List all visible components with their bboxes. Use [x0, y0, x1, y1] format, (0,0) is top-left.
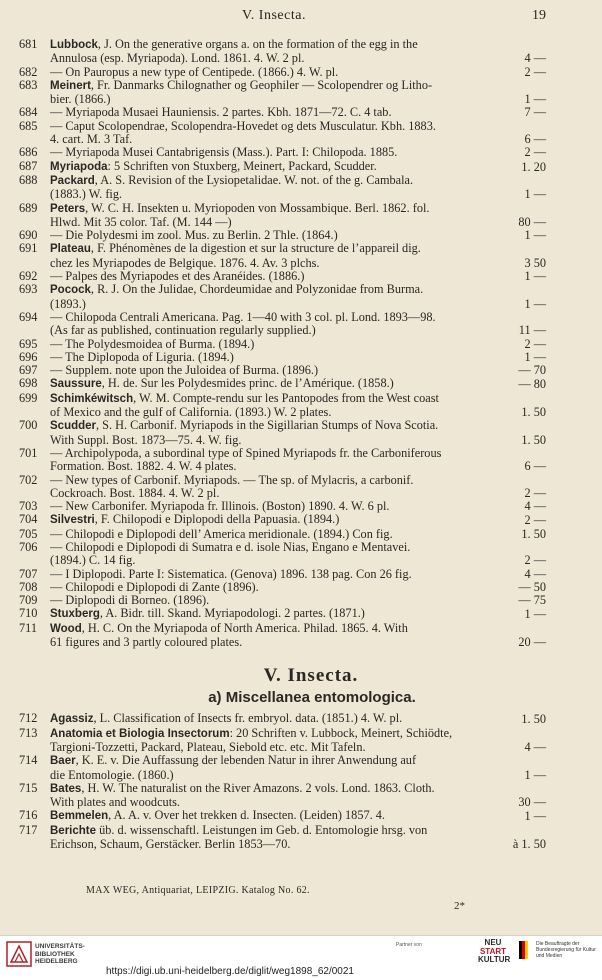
entry-author: Schimkéwitsch: [50, 392, 134, 405]
entry-price: 1. 50: [521, 526, 546, 541]
viewer-footer: [0, 935, 602, 980]
entry-number: 684: [19, 105, 38, 120]
entry-text: chez les Myriapodes de Belgique. 1876. 4. Av. 3 plchs.: [50, 256, 320, 270]
entry-line: [50, 824, 552, 838]
catalog-entry: [0, 283, 602, 311]
entry-number: 699: [19, 390, 38, 405]
entry-text: of Mexico and the gulf of California. (1893.) W. 2 plates.: [50, 406, 332, 420]
entry-text: , L. Classification of Insects fr. embryol. data. (1851.) 4. W. pl.: [93, 712, 403, 726]
entry-number: 717: [19, 822, 38, 837]
entry-price: à 1. 50: [512, 837, 546, 852]
catalog-entries: [0, 38, 602, 851]
library-name-line: HEIDELBERG: [35, 958, 78, 965]
entry-line: [50, 298, 552, 311]
permalink-url[interactable]: https://digi.ub.uni-heidelberg.de/diglit/weg1898_62/0021: [106, 966, 354, 977]
entry-line: [50, 727, 552, 741]
catalog-entry: [0, 474, 602, 501]
entry-line: [50, 364, 552, 377]
entry-author: Baer: [50, 755, 76, 768]
catalog-entry: [0, 809, 602, 823]
entry-line: [50, 377, 552, 391]
entry-number: 705: [19, 526, 38, 541]
entry-text: Targioni-Tozzetti, Packard, Plateau, Siebold etc. etc. Mit Tafeln.: [50, 740, 366, 754]
catalog-entry: [0, 622, 602, 650]
entry-price: — 75: [518, 593, 546, 608]
entry-text: — Myriapoda Musei Cantabrigensis (Mass.). Part. I: Chilopoda. 1885.: [50, 146, 398, 160]
entry-number: 715: [19, 780, 38, 795]
running-head-title: V. Insecta.: [242, 8, 306, 23]
entry-text: — New Carbonifer. Myriapoda fr. Illinois. (Boston) 1890. 4. W. 6 pl.: [50, 500, 390, 514]
entry-text: : 5 Schriften von Stuxberg, Meinert, Packard, Scudder.: [107, 159, 377, 173]
entry-number: 716: [19, 808, 38, 823]
catalog-entry: [0, 392, 602, 420]
entries-insecta: [0, 712, 602, 851]
signature-mark: 2*: [454, 900, 465, 912]
library-name: [35, 943, 85, 966]
entry-number: 695: [19, 336, 38, 351]
entry-number: 702: [19, 472, 38, 487]
entry-number: 700: [19, 418, 38, 433]
catalog-entry: [0, 568, 602, 581]
entry-author: Peters: [50, 202, 86, 215]
entry-price: 1 —: [524, 228, 546, 243]
catalog-entry: [0, 541, 602, 568]
entry-price: 1 —: [524, 767, 546, 782]
entry-number: 682: [19, 64, 38, 79]
entries-myriapoda: [0, 38, 602, 649]
entry-text: , Fr. Danmarks Chilognather og Geophiler — Scolopendrer og Litho-: [90, 78, 433, 92]
entry-line: [50, 528, 552, 541]
entry-number: 681: [19, 37, 38, 51]
entry-number: 683: [19, 77, 38, 92]
page-number: 19: [532, 8, 546, 23]
catalog-entry: [0, 229, 602, 242]
entry-number: 704: [19, 512, 38, 527]
entry-number: 690: [19, 228, 38, 243]
entry-number: 687: [19, 158, 38, 173]
entry-text: — Diplopodi di Borneo. (1896).: [50, 594, 210, 608]
catalog-entry: [0, 782, 602, 810]
catalog-entry: [0, 160, 602, 174]
entry-price: 1 —: [524, 607, 546, 622]
catalog-entry: [0, 66, 602, 79]
entry-text: — Caput Scolopendrae, Scolopendra-Hovedet og dets Musculatur. Kbh. 1883.: [50, 119, 436, 133]
entry-price: 1 —: [524, 349, 546, 364]
entry-text: — Chilopoda Centrali Americana. Pag. 1—40 with 3 col. pl. Lond. 1893—98.: [50, 310, 436, 324]
entry-text: — The Polydesmoidea of Burma. (1894.): [50, 337, 255, 351]
publisher-imprint: MAX WEG, Antiquariat, LEIPZIG. Katalog No. 62.: [86, 885, 310, 896]
entry-text: — Chilopodi e Diplopodi dell’ America meridionale. (1894.) Con fig.: [50, 527, 393, 541]
neustart-line: START: [479, 946, 507, 956]
catalog-entry: [0, 311, 602, 338]
entry-text: 4. cart. M. 3 Taf.: [50, 133, 133, 147]
entry-line: [50, 392, 552, 406]
entry-number: 697: [19, 363, 38, 378]
entry-text: — On Pauropus a new type of Centipede. (1866.) 4. W. pl.: [50, 65, 339, 79]
entry-text: 61 figures and 3 partly coloured plates.: [50, 636, 243, 650]
entry-text: — Palpes des Myriapodes et des Aranéides. (1886.): [50, 270, 305, 284]
entry-price: 1 —: [524, 92, 546, 107]
entry-text: , A. Bidr. till. Skand. Myriapodologi. 2 partes. (1871.): [99, 607, 365, 621]
catalog-entry: [0, 500, 602, 513]
entry-line: [50, 146, 552, 159]
entry-price: — 70: [518, 363, 546, 378]
entry-text: , R. J. On the Julidae, Chordeumidae and Polyzonidae from Burma.: [90, 283, 424, 297]
entry-text: Hlwd. Mit 35 color. Taf. (M. 144 —): [50, 215, 232, 229]
entry-text: , J. On the generative organs a. on the formation of the egg in the: [97, 38, 418, 51]
entry-line: [50, 283, 552, 297]
library-name-line: BIBLIOTHEK: [35, 950, 75, 958]
entry-line: [50, 52, 552, 65]
entry-line: [50, 769, 552, 782]
entry-text: , H. de. Sur les Polydesmides princ. de l’Amérique. (1858.): [101, 377, 394, 391]
entry-price: 2 —: [524, 553, 546, 568]
entry-line: [50, 174, 552, 188]
entry-price: 4 —: [524, 51, 546, 66]
entry-text: , W. C. H. Insekten u. Myriopoden von Mossambique. Berl. 1862. fol.: [85, 201, 430, 215]
entry-number: 708: [19, 579, 38, 594]
entry-price: 1. 50: [521, 405, 546, 420]
entry-number: 688: [19, 172, 38, 187]
entry-number: 711: [19, 620, 37, 635]
entry-line: [50, 500, 552, 513]
entry-line: [50, 712, 552, 726]
entry-line: [50, 434, 552, 447]
entry-text: , A. S. Revision of the Lysiopetalidae. W. not. of the g. Cambala.: [94, 173, 414, 187]
entry-author: Plateau: [50, 243, 91, 256]
entry-text: , K. E. v. Die Auffassung der lebenden Natur in ihrer Anwendung auf: [75, 754, 417, 768]
entry-line: [50, 809, 552, 823]
entry-text: — Die Polydesmi im zool. Mus. zu Berlin. 2 Thle. (1864.): [50, 229, 338, 243]
entry-text: — New types of Carbonif. Myriapods. — The sp. of Mylacris, a carbonif.: [50, 473, 414, 487]
entry-text: bier. (1866.): [50, 93, 111, 107]
entry-text: , H. C. On the Myriapoda of North America. Philad. 1865. 4. With: [81, 621, 408, 635]
entry-line: [50, 406, 552, 419]
entry-number: 685: [19, 118, 38, 133]
catalog-entry: [0, 513, 602, 527]
catalog-entry: [0, 364, 602, 377]
entry-author: Silvestri: [50, 514, 95, 527]
entry-price: 6 —: [524, 459, 546, 474]
entry-price: 2 —: [524, 64, 546, 79]
catalog-entry: [0, 419, 602, 447]
entry-line: [50, 541, 552, 554]
entry-price: — 50: [518, 579, 546, 594]
entry-author: Stuxberg: [50, 608, 100, 621]
library-name-line: UNIVERSITÄTS-: [35, 943, 85, 950]
catalog-entry: [0, 594, 602, 607]
entry-text: — Chilopodi e Diplopodi di Sumatra e d. isole Nias, Engano e Mentavei.: [50, 540, 411, 554]
entry-price: 2 —: [524, 513, 546, 528]
entry-text: Annulosa (esp. Myriapoda). Lond. 1861. 4. W. 2 pl.: [50, 52, 305, 66]
entry-price: 4 —: [524, 739, 546, 754]
entry-price: 30 —: [518, 795, 546, 810]
entry-number: 686: [19, 145, 38, 160]
catalog-entry: [0, 202, 602, 230]
entry-number: 703: [19, 499, 38, 514]
entry-text: üb. d. wissenschaftl. Leistungen im Geb. d. Entomologie hrsg. von: [96, 823, 428, 837]
entry-line: [50, 754, 552, 768]
entry-line: [50, 607, 552, 621]
entry-text: : 20 Schriften v. Lubbock, Meinert, Schiödte,: [229, 726, 453, 740]
entry-line: [50, 568, 552, 581]
catalog-entry: [0, 377, 602, 391]
catalog-entry: [0, 754, 602, 782]
entry-author: Wood: [50, 622, 82, 635]
entry-text: , F. Phénomènes de la digestion et sur la structure de l’appareil dig.: [90, 242, 421, 256]
catalog-entry: [0, 174, 602, 202]
entry-line: [50, 242, 552, 256]
entry-text: Erichson, Schaum, Gerstäcker. Berlin 1853—70.: [50, 838, 291, 852]
entry-number: 707: [19, 566, 38, 581]
entry-text: — I Diplopodi. Parte I: Sistematica. (Genova) 1896. 138 pag. Con 26 fig.: [50, 567, 412, 581]
entry-line: [50, 474, 552, 487]
entry-author: Berichte: [50, 824, 97, 837]
entry-price: 1. 20: [521, 159, 546, 174]
entry-author: Lubbock: [50, 39, 98, 51]
entry-text: , A. A. v. Over het trekken d. Insecten. (Leiden) 1857. 4.: [108, 809, 386, 823]
entry-line: [50, 460, 552, 473]
entry-text: Formation. Bost. 1882. 4. W. 4 plates.: [50, 460, 237, 474]
catalog-entry: [0, 607, 602, 621]
entry-author: Agassiz: [50, 713, 94, 726]
entry-line: [50, 202, 552, 216]
entry-line: [50, 419, 552, 433]
entry-line: [50, 636, 552, 649]
entry-price: 2 —: [524, 336, 546, 351]
entry-author: Bemmelen: [50, 810, 109, 823]
entry-text: — The Diplopoda of Liguria. (1894.): [50, 350, 234, 364]
catalog-entry: [0, 351, 602, 364]
entry-line: [50, 120, 552, 133]
entry-line: [50, 216, 552, 229]
entry-number: 693: [19, 282, 38, 297]
entry-number: 696: [19, 349, 38, 364]
entry-text: , W. M. Compte-rendu sur les Pantopodes from the West coast: [133, 391, 439, 405]
entry-line: [50, 257, 552, 270]
entry-text: (As far as published, continuation regularly supplied.): [50, 324, 316, 338]
catalog-entry: [0, 581, 602, 594]
entry-author: Meinert: [50, 79, 91, 92]
entry-line: [50, 38, 552, 52]
entry-author: Anatomia et Biologia Insectorum: [50, 727, 230, 740]
entry-price: 1 —: [524, 296, 546, 311]
section-title: V. Insecta.: [263, 665, 359, 687]
catalog-entry: [0, 270, 602, 283]
entry-text: , S. H. Carbonif. Myriapods in the Sigillarian Stumps of Nova Scotia.: [96, 419, 439, 433]
entry-line: [50, 554, 552, 567]
entry-number: 698: [19, 376, 38, 391]
entry-text: (1893.): [50, 297, 86, 311]
entry-number: 706: [19, 539, 38, 554]
entry-text: — Supplem. note upon the Juloidea of Burma. (1896.): [50, 364, 319, 378]
entry-line: [50, 93, 552, 106]
entry-price: 1 —: [524, 187, 546, 202]
entry-price: 7 —: [524, 105, 546, 120]
entry-text: With Suppl. Bost. 1873—75. 4. W. fig.: [50, 433, 242, 447]
catalog-entry: [0, 106, 602, 119]
entry-text: die Entomologie. (1860.): [50, 768, 174, 782]
entry-line: [50, 513, 552, 527]
entry-line: [50, 311, 552, 324]
section-subtitle: a) Miscellanea entomologica.: [208, 689, 416, 707]
federal-eagle-icon: [519, 941, 531, 959]
entry-line: [50, 338, 552, 351]
entry-price: 2 —: [524, 485, 546, 500]
catalog-entry: [0, 824, 602, 852]
entry-author: Bates: [50, 782, 82, 795]
entry-price: 1 —: [524, 809, 546, 824]
entry-line: [50, 487, 552, 500]
entry-price: 3 50: [524, 255, 546, 270]
entry-author: Myriapoda: [50, 160, 108, 173]
entry-price: 6 —: [524, 132, 546, 147]
entry-number: 712: [19, 711, 38, 726]
catalog-entry: [0, 712, 602, 726]
neustart-line: NEU: [484, 938, 502, 947]
entry-line: [50, 782, 552, 796]
entry-text: (1894.) C. 14 fig.: [50, 554, 136, 568]
entry-number: 709: [19, 593, 38, 608]
entry-author: Scudder: [50, 420, 97, 433]
entry-number: 689: [19, 200, 38, 215]
entry-number: 701: [19, 445, 38, 460]
catalog-entry: [0, 242, 602, 270]
entry-number: 694: [19, 309, 38, 324]
entry-line: [50, 741, 552, 754]
entry-text: Cockroach. Bost. 1884. 4. W. 2 pl.: [50, 486, 220, 500]
running-head: [0, 8, 602, 28]
catalog-entry: [0, 338, 602, 351]
entry-price: 20 —: [518, 635, 546, 650]
entry-line: [50, 188, 552, 201]
entry-line: [50, 351, 552, 364]
entry-author: Pocock: [50, 284, 91, 297]
neustart-kultur-logo: [478, 938, 511, 965]
entry-price: 80 —: [518, 214, 546, 229]
entry-line: [50, 229, 552, 242]
entry-line: [50, 324, 552, 337]
entry-price: 4 —: [524, 499, 546, 514]
entry-text: — Chilopodi e Diplopodi di Zante (1896).: [50, 580, 259, 594]
entry-price: 4 —: [524, 566, 546, 581]
neustart-line: KULTUR: [478, 955, 511, 964]
entry-price: 1 —: [524, 269, 546, 284]
entry-number: 713: [19, 725, 38, 740]
entry-author: Saussure: [50, 378, 102, 391]
catalog-entry: [0, 727, 602, 755]
entry-author: Packard: [50, 174, 95, 187]
entry-line: [50, 66, 552, 79]
entry-line: [50, 160, 552, 174]
catalog-entry: [0, 528, 602, 541]
bkm-label: Die Beauftragte der Bundesregierung für Kultur und Medien: [536, 941, 596, 959]
entry-number: 714: [19, 753, 38, 768]
entry-number: 710: [19, 606, 38, 621]
entry-price: 1. 50: [521, 712, 546, 727]
entry-line: [50, 447, 552, 460]
entry-text: — Myriapoda Musaei Hauniensis. 2 partes. Kbh. 1871—72. C. 4 tab.: [50, 106, 392, 120]
partner-label: Partner von: [396, 942, 422, 948]
entry-line: [50, 594, 552, 607]
entry-price: 2 —: [524, 145, 546, 160]
entry-price: — 80: [518, 377, 546, 392]
entry-line: [50, 133, 552, 146]
entry-line: [50, 79, 552, 93]
university-library-logo-icon: [6, 941, 32, 967]
entry-text: , F. Chilopodi e Diplopodi della Papuasia. (1894.): [94, 513, 340, 527]
entry-number: 691: [19, 241, 38, 256]
entry-line: [50, 838, 552, 851]
entry-text: — Archipolypoda, a subordinal type of Spined Myriapods fr. the Carboniferous: [50, 446, 442, 460]
entry-line: [50, 581, 552, 594]
entry-text: (1883.) W. fig.: [50, 188, 123, 202]
entry-number: 692: [19, 269, 38, 284]
catalog-entry: [0, 79, 602, 107]
entry-line: [50, 106, 552, 119]
entry-line: [50, 796, 552, 809]
catalog-entry: [0, 38, 602, 66]
entry-text: , H. W. The naturalist on the River Amazons. 2 vols. Lond. 1863. Cloth.: [81, 781, 435, 795]
catalog-entry: [0, 447, 602, 474]
catalog-entry: [0, 146, 602, 159]
catalog-entry: [0, 120, 602, 147]
entry-price: 11 —: [518, 323, 546, 338]
entry-price: 1. 50: [521, 432, 546, 447]
entry-line: [50, 622, 552, 636]
entry-line: [50, 270, 552, 283]
entry-text: With plates and woodcuts.: [50, 796, 180, 810]
